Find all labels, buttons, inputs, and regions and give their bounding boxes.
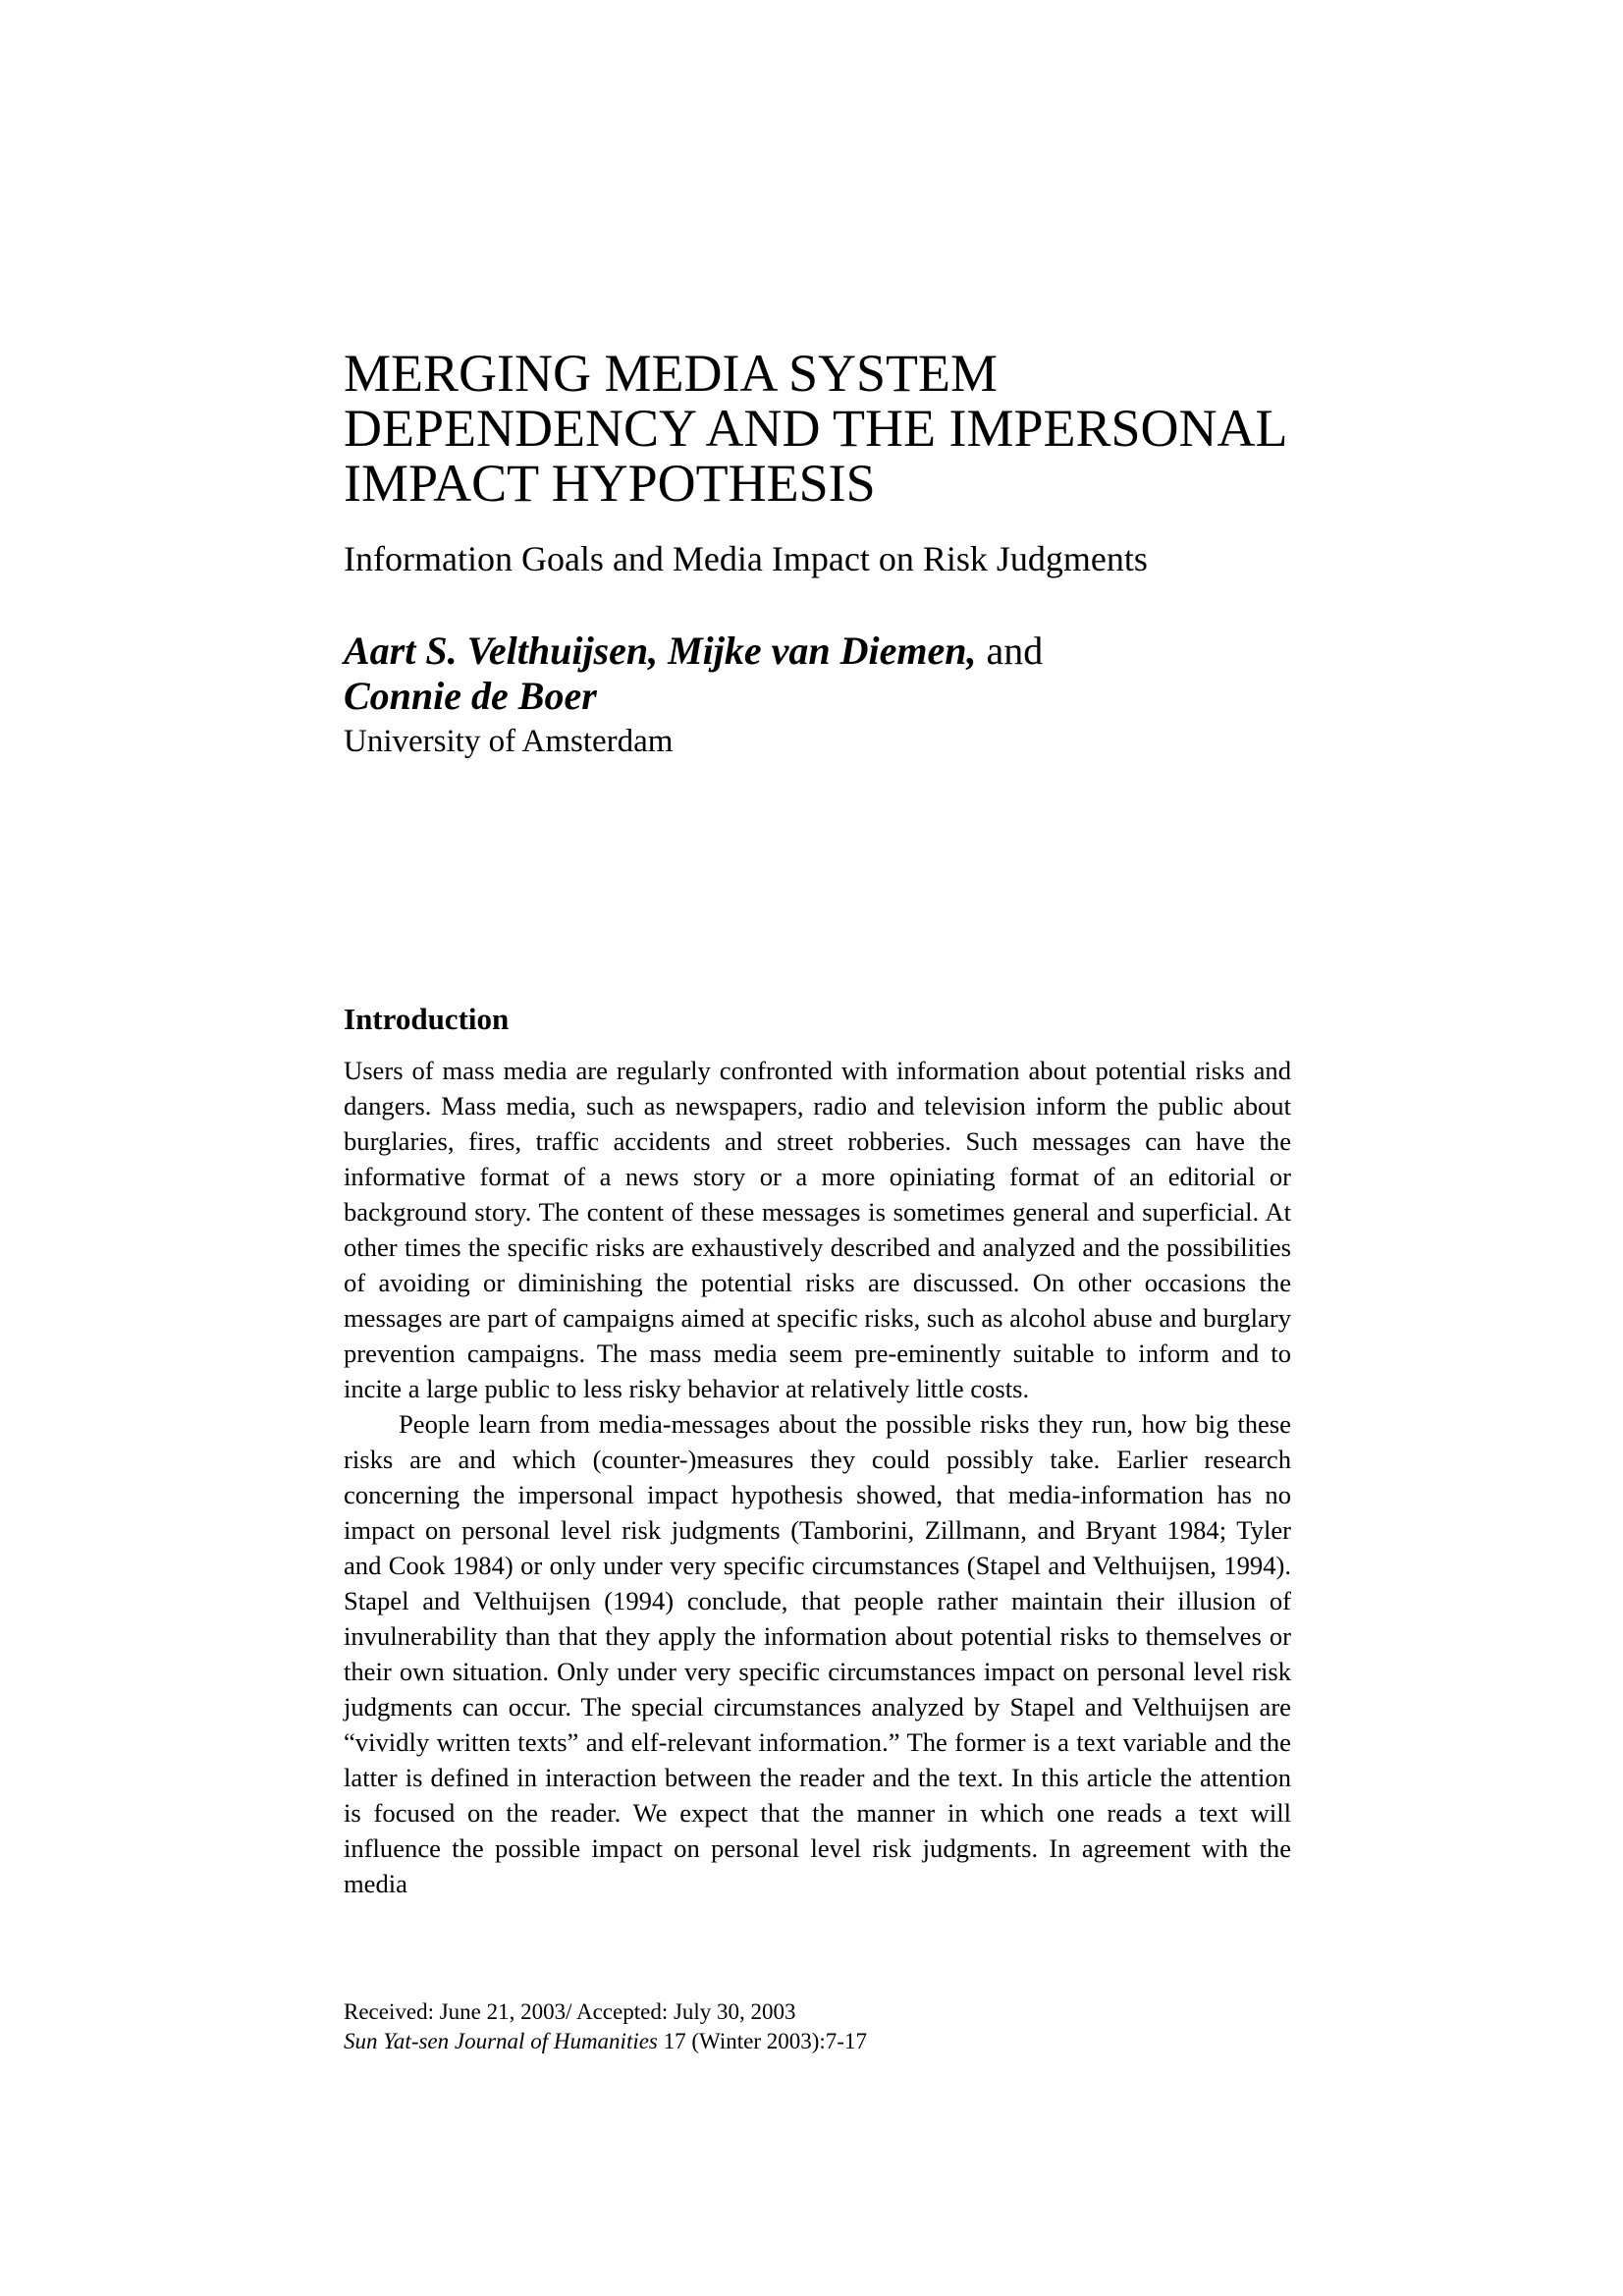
- journal-name: Sun Yat-sen Journal of Humanities: [344, 2029, 658, 2053]
- section-heading: Introduction: [344, 1002, 510, 1036]
- received-accepted-dates: Received: June 21, 2003/ Accepted: July 30, 2003: [344, 1999, 796, 2024]
- author-names: Aart S. Velthuijsen, Mijke van Diemen,: [344, 629, 977, 673]
- body-paragraph-1: Users of mass media are regularly confronted with information about potential risks and dangers. Mass media, such as newspapers, radio and television inform the public about burglaries, fires, traffic accidents and street robberies. Such messages can have the informative format of a news story or a more opiniating format of an editorial or background story. The content of these messages is sometimes general and superficial. At other times the specific risks are exhaustively described and analyzed and the possibilities of avoiding or diminishing the potential risks are discussed. On other occasions the messages are part of campaigns aimed at specific risks, such as alcohol abuse and burglary prevention campaigns. The mass media seem pre-eminently suitable to inform and to incite a large public to less risky behavior at relatively little costs.: [344, 1056, 1291, 1403]
- paper-subtitle: Information Goals and Media Impact on Risk Judgments: [344, 539, 1148, 578]
- author-list: [344, 629, 1291, 719]
- body-paragraph-2: People learn from media-messages about the possible risks they run, how big these risks are and which (counter-)measures they could possibly take. Earlier research concerning the impersonal impact hypothesis showed, that media-information has no impact on personal level risk judgments (Tamborini, Zillmann, and Bryant 1984; Tyler and Cook 1984) or only under very specific circumstances (Stapel and Velthuijsen, 1994). Stapel and Velthuijsen (1994) conclude, that people rather maintain their illusion of invulnerability than that they apply the information about potential risks to themselves or their own situation. Only under very specific circumstances impact on personal level risk judgments can occur. The special circumstances analyzed by Stapel and Velthuijsen are “vividly written texts” and elf-relevant information.” The former is a text variable and the latter is defined in interaction between the reader and the text. In this article the attention is focused on the reader. We expect that the manner in which one reads a text will influence the possible impact on personal level risk judgments. In agreement with the media: [344, 1409, 1291, 1898]
- title-line-1: MERGING MEDIA SYSTEM: [344, 344, 999, 403]
- author-name-last: Connie de Boer: [344, 674, 597, 718]
- author-line-1: [344, 629, 1291, 674]
- title-line-3: IMPACT HYPOTHESIS: [344, 454, 876, 513]
- author-affiliation: University of Amsterdam: [344, 724, 674, 759]
- citation-details: 17 (Winter 2003):7-17: [657, 2029, 867, 2053]
- paper-title: [344, 346, 1291, 511]
- author-conjunction: and: [976, 629, 1044, 673]
- journal-citation: [344, 2027, 1291, 2056]
- publication-footer: [344, 1997, 1291, 2056]
- body-text: [344, 1053, 1291, 1901]
- title-line-2: DEPENDENCY AND THE IMPERSONAL: [344, 399, 1288, 458]
